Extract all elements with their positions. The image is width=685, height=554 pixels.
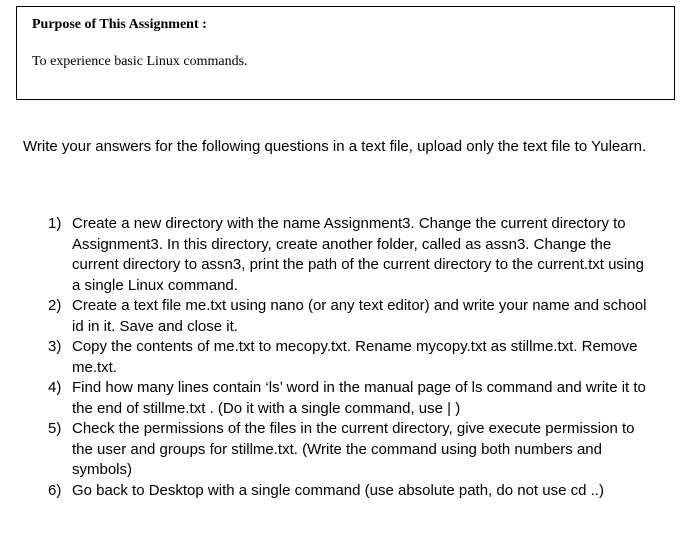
question-number: 5) (48, 420, 62, 437)
question-item (0, 296, 652, 337)
question-number: 3) (48, 338, 62, 355)
purpose-text: To experience basic Linux commands. (32, 54, 248, 69)
question-text: Create a new directory with the name Assignment3. Change the current directory to Assignment3. In this directory, create another folder, called as assn3. Change the current directory to assn3, print the path of the current directory to the current.txt using a single Linux command. (72, 215, 644, 294)
question-number: 4) (48, 379, 62, 396)
question-text: Copy the contents of me.txt to mecopy.txt. Rename mycopy.txt as stillme.txt. Remove me.txt. (72, 338, 638, 376)
question-text: Go back to Desktop with a single command (use absolute path, do not use cd ..) (72, 481, 604, 499)
questions-list (0, 214, 652, 501)
question-item (0, 378, 652, 419)
question-text: Create a text file me.txt using nano (or any text editor) and write your name and school id in it. Save and close it. (72, 297, 647, 335)
question-number: 2) (48, 297, 62, 314)
question-number: 1) (48, 215, 62, 232)
question-number: 6) (48, 481, 62, 499)
purpose-title: Purpose of This Assignment : (32, 17, 207, 32)
question-item (0, 337, 652, 378)
question-text: Find how many lines contain ‘ls’ word in the manual page of ls command and write it to the end of stillme.txt . (Do it with a single command, use | ) (72, 379, 646, 417)
question-item (0, 419, 652, 481)
question-text: Check the permissions of the files in the current directory, give execute permission to the user and groups for stillme.txt. (Write the command using both numbers and symbols) (72, 420, 635, 478)
instructions-paragraph: Write your answers for the following questions in a text file, upload only the text file to Yulearn. (23, 138, 647, 155)
purpose-box (16, 6, 675, 100)
question-item (0, 481, 652, 502)
question-item (0, 214, 652, 296)
